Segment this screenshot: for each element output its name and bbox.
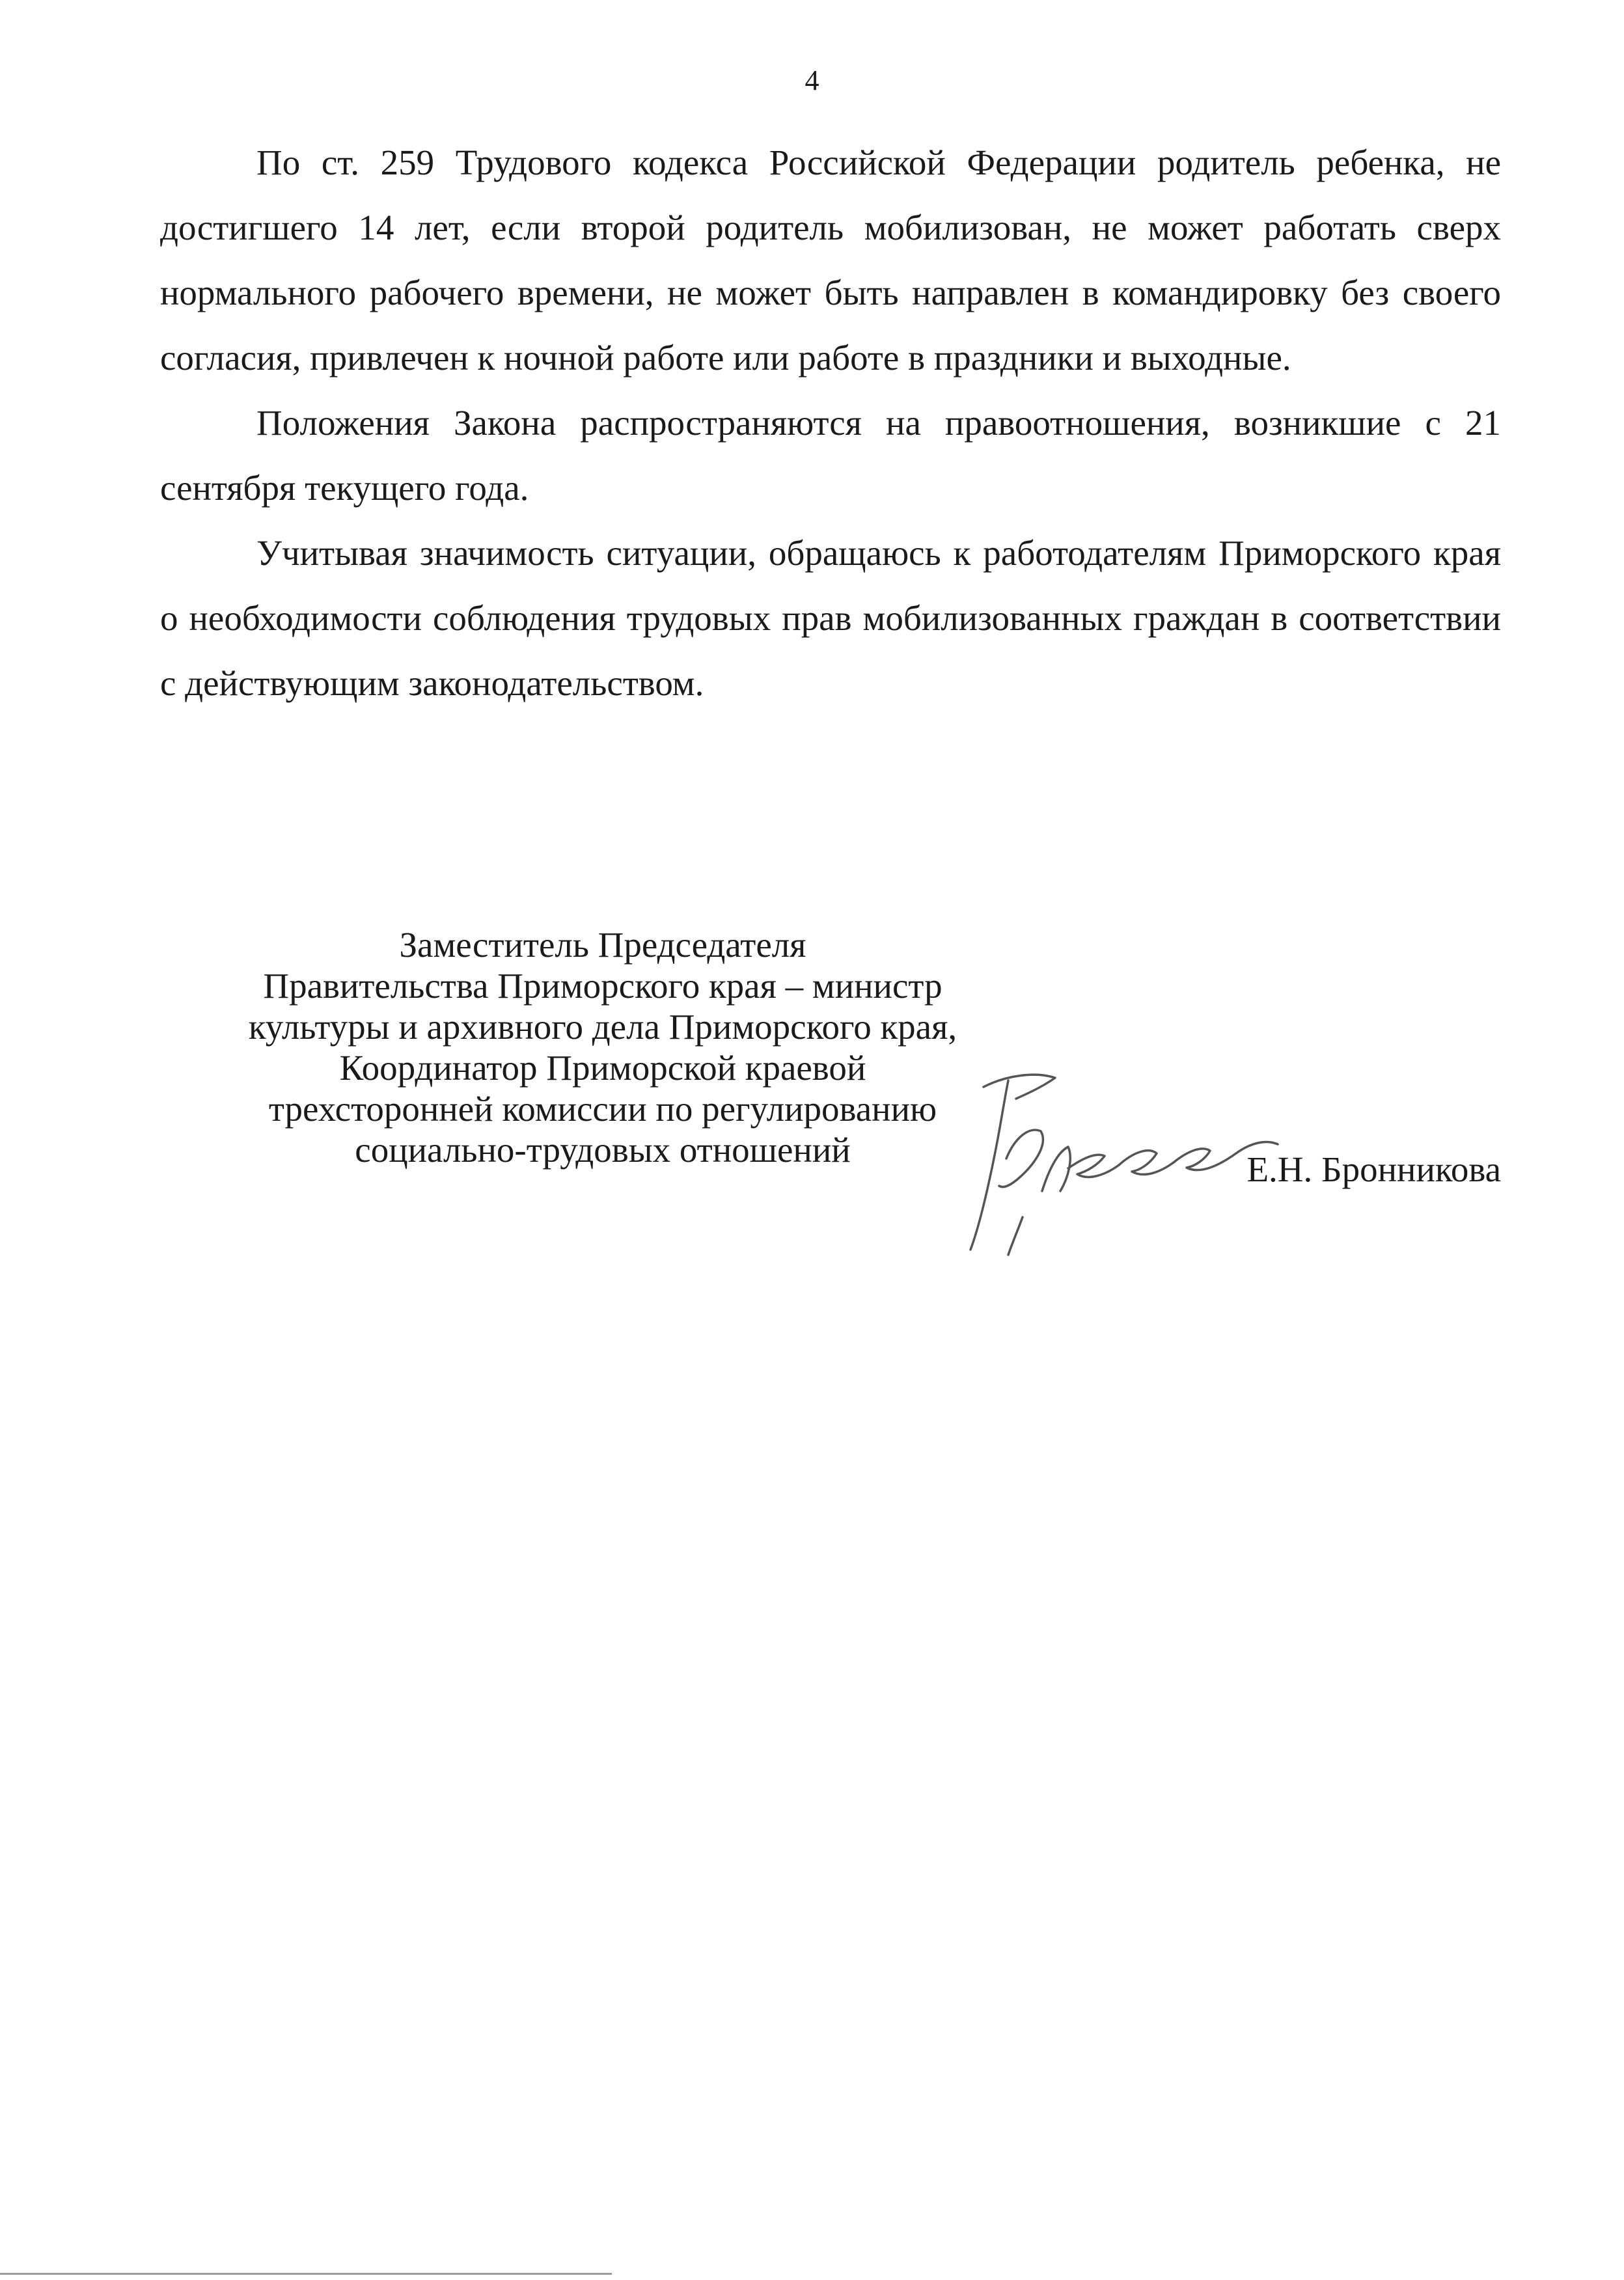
paragraph-article-259: По ст. 259 Трудового кодекса Российской Федерации родитель ребенка, не достигшего 14 лет, если второй родитель мобилизован, не может работать сверх нормального рабочего времени, не может быть направлен в командировку без своего согласия, привлечен к ночной работе или работе в праздники и выходные. xyxy=(160,143,1501,378)
paragraph-law-effective-date: Положения Закона распространяются на правоотношения, возникшие с 21 сентября текущего года. xyxy=(160,403,1501,508)
signer-name: Е.Н. Бронникова xyxy=(1246,1149,1501,1189)
position-line: Координатор Приморской краевой xyxy=(339,1048,866,1088)
page-number: 4 xyxy=(805,64,819,96)
letter-body xyxy=(160,130,1501,716)
bottom-edge-line xyxy=(0,2273,612,2275)
position-line: трехсторонней комиссии по регулированию xyxy=(268,1089,937,1129)
paragraph-appeal-to-employers: Учитывая значимость ситуации, обращаюсь к работодателям Приморского края о необходимости соблюдения трудовых прав мобилизованных граждан в соответствии с действующим законодательством. xyxy=(160,533,1501,703)
signatory-position xyxy=(160,924,1045,1170)
position-line: Правительства Приморского края – министр xyxy=(263,966,943,1006)
position-line: культуры и архивного дела Приморского края, xyxy=(248,1007,957,1047)
signature-block xyxy=(160,924,1501,1263)
position-line: социально-трудовых отношений xyxy=(355,1130,851,1170)
position-line: Заместитель Председателя xyxy=(399,925,806,965)
